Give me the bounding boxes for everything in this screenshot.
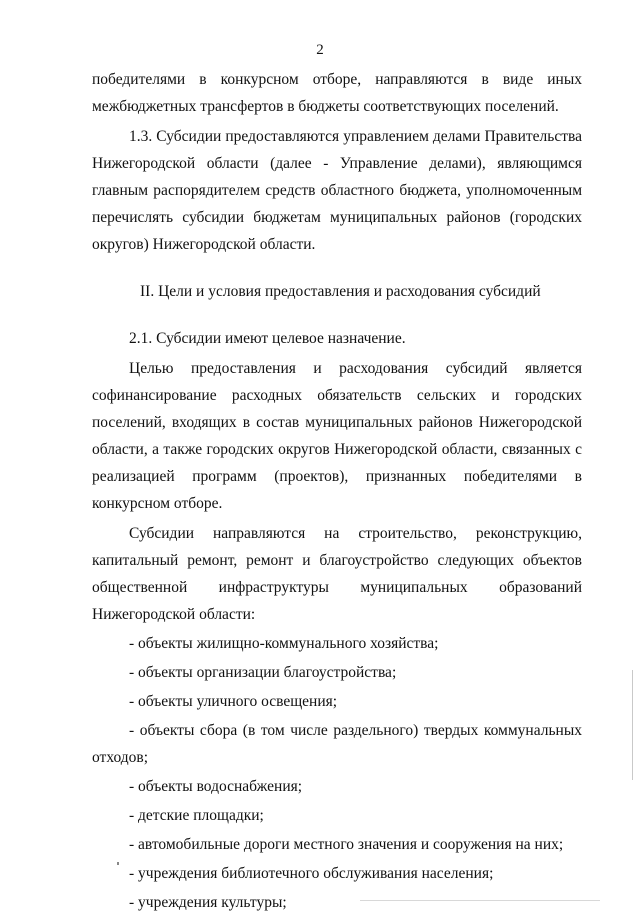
list-item: - объекты уличного освещения;: [129, 693, 338, 710]
paragraph-2-1: 2.1. Субсидии имеют целевое назначение.: [129, 330, 406, 347]
document-body: [92, 66, 582, 916]
list-item: - учреждения библиотечного обслуживания населения;: [129, 865, 494, 882]
list-item: - объекты организации благоустройства;: [129, 664, 397, 681]
paragraph-1-3: 1.3. Субсидии предоставляются управлением делами Правительства Нижегородской области (далее - Управление делами), являющимся главным распорядителем средств областного бюджета, уполномоченным перечислять субсидии бюджетам муниципальных районов (городских округов) Нижегородской области.: [92, 128, 582, 253]
list-item: - объекты водоснабжения;: [129, 778, 303, 795]
list-item: - учреждения культуры;: [129, 894, 287, 911]
scan-bottom-line: [360, 900, 600, 901]
paragraph-purpose: Целью предоставления и расходования субсидий является софинансирование расходных обязательств сельских и городских поселений, входящих в состав муниципальных районов Нижегородской области, а также городских округов Нижегородской области, связанных с реализацией программ (проектов), признанных победителями в конкурсном отборе.: [92, 360, 582, 512]
page-number: 2: [316, 42, 324, 58]
scan-edge-line: [632, 670, 633, 780]
section-heading: II. Цели и условия предоставления и расходования субсидий: [140, 283, 541, 300]
scan-dot: [117, 862, 119, 865]
list-item: - детские площадки;: [129, 807, 264, 824]
list-item: - автомобильные дороги местного значения и сооружения на них;: [129, 836, 564, 853]
paragraph-directions: Субсидии направляются на строительство, реконструкцию, капитальный ремонт, ремонт и благоустройство следующих объектов общественной инфраструктуры муниципальных образований Нижегородской области:: [92, 525, 582, 623]
list-item: - объекты сбора (в том числе раздельного) твердых коммунальных отходов;: [92, 722, 582, 766]
list-item: - объекты жилищно-коммунального хозяйства;: [129, 635, 439, 652]
paragraph-continuation: победителями в конкурсном отборе, направляются в виде иных межбюджетных трансфертов в бюджеты соответствующих поселений.: [92, 71, 582, 115]
